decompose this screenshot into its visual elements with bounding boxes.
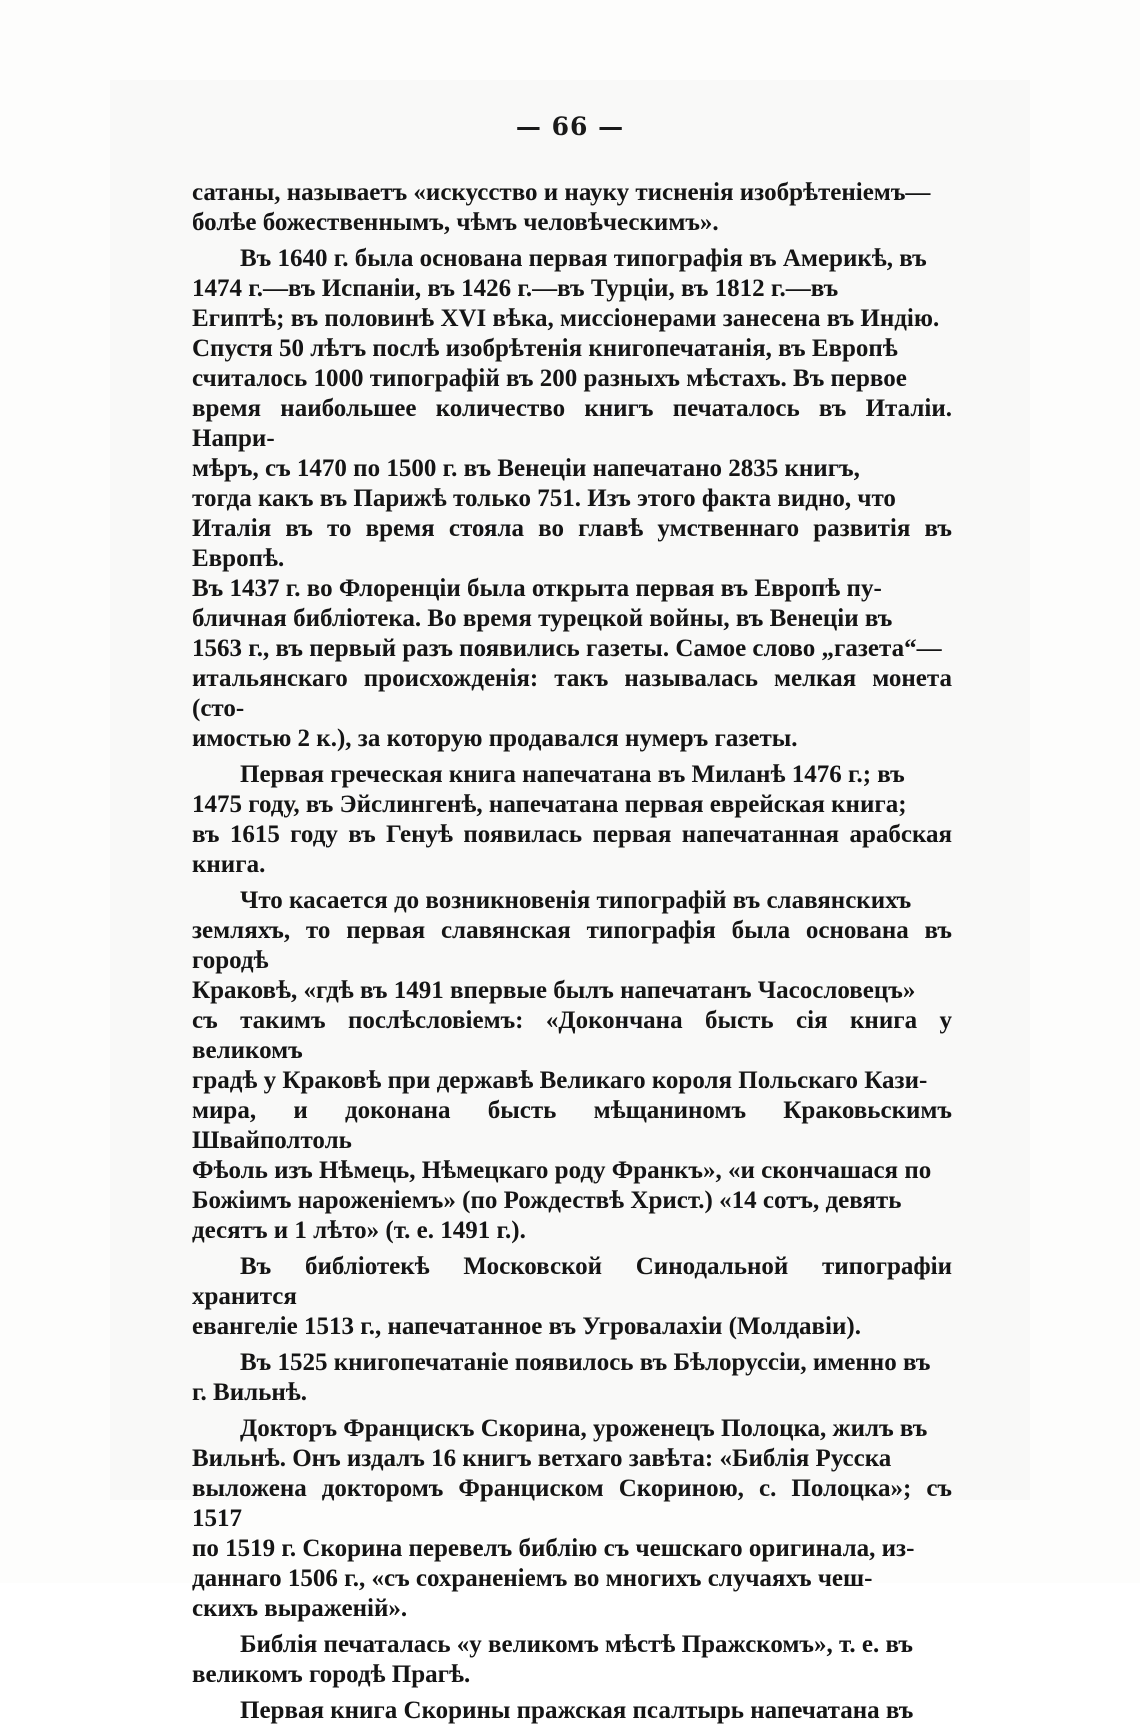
paragraph: Въ 1525 книгопечатаніе появилось въ Бѣлоруссіи, именно въ г. Вильнѣ. xyxy=(192,1349,931,1406)
paragraph: Библія печаталась «у великомъ мѣстѣ Пражскомъ», т. е. въ великомъ городѣ Прагѣ. xyxy=(192,1631,913,1688)
body-text xyxy=(192,178,952,1732)
paragraph: Въ 1640 г. была основана первая типографія въ Америкѣ, въ 1474 г.—въ Испаніи, въ 1426 г.—въ Турціи, въ 1812 г.—въ Египтѣ; въ половинѣ XVI вѣка, миссіонерами занесена въ Индію. Спустя 50 лѣтъ послѣ изобрѣтенія книгопечатанія, въ Европѣ считалось 1000 типографій въ 200 разныхъ мѣстахъ. Въ первое время наибольшее количество книгъ печаталось въ Италіи. Напри- мѣръ, съ 1470 по 1500 г. въ Венеціи напечатано 2835 книгъ, тогда какъ въ Парижѣ только 751. Изъ этого факта видно, что Италія въ то время стояла во главѣ умственнаго развитія въ Европѣ. Въ 1437 г. во Флоренціи была открыта первая въ Европѣ пу- бличная библіотека. Во время турецкой войны, въ Венеціи въ 1563 г., въ первый разъ появились газеты. Самое слово „газета“— итальянскаго происхожденія: такъ называлась мелкая монета (сто- имостью 2 к.), за которую продавался нумеръ газеты. xyxy=(192,245,952,752)
paragraph: сатаны, называетъ «искусство и науку тисненія изобрѣтеніемъ— болѣе божественнымъ, чѣмъ человѣческимъ». xyxy=(192,179,931,236)
paragraph: Первая греческая книга напечатана въ Миланѣ 1476 г.; въ 1475 году, въ Эйслингенѣ, напечатана первая еврейская книга; въ 1615 году въ Генуѣ появилась первая напечатанная арабская книга. xyxy=(192,761,952,878)
page-number: — 66 — xyxy=(515,112,625,141)
paragraph: Первая книга Скорины пражская псалтырь напечатана въ xyxy=(240,1697,914,1724)
paragraph: Въ библіотекѣ Московской Синодальной типографіи хранится евангеліе 1513 г., напечатанное въ Угровалахіи (Молдавіи). xyxy=(192,1253,952,1340)
paragraph: Что касается до возникновенія типографій въ славянскихъ земляхъ, то первая славянская типографія была основана въ городѣ Краковѣ, «гдѣ въ 1491 впервые былъ напечатанъ Часословецъ» съ такимъ послѣсловіемъ: «Докончана бысть сія книга у великомъ градѣ у Краковѣ при державѣ Великаго короля Польскаго Кази- мира, и доконана бысть мѣщаниномъ Краковьскимъ Швайполтоль Фѣоль изъ Нѣмець, Нѣмецкаго роду Франкъ», «и скончашася по Божіимъ нароженіемъ» (по Рождествѣ Христ.) «14 сотъ, девять десятъ и 1 лѣто» (т. е. 1491 г.). xyxy=(192,887,952,1244)
paragraph: Докторъ Францискъ Скорина, уроженецъ Полоцка, жилъ въ Вильнѣ. Онъ издалъ 16 книгъ ветхаго завѣта: «Библія Русска выложена докторомъ Франциском Скориною, с. Полоцка»; съ 1517 по 1519 г. Скорина перевелъ библію съ чешскаго оригинала, из- даннаго 1506 г., «съ сохраненіемъ во многихъ случаяхъ чеш- скихъ выраженій». xyxy=(192,1415,952,1622)
